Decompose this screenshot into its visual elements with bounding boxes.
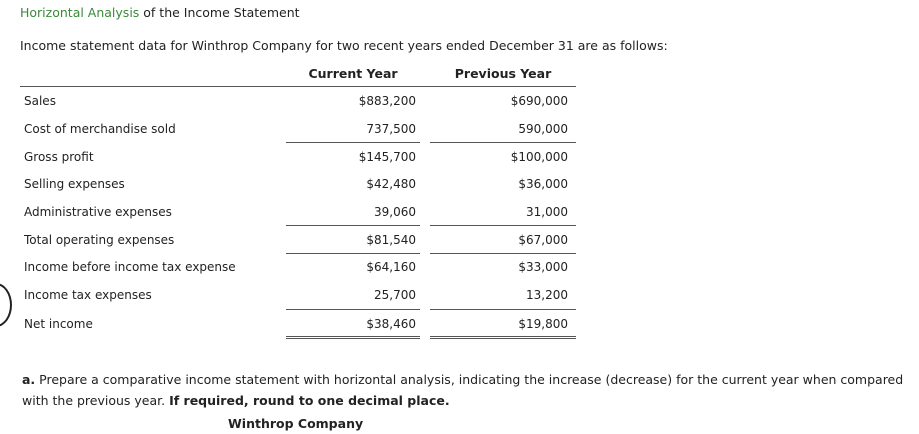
subtotal-rule [430,309,576,310]
current-value: $42,480 [366,177,416,191]
row-label: Sales [24,94,56,108]
table-row [20,199,576,227]
row-label: Gross profit [24,150,94,164]
total-double-rule [430,336,576,339]
table-row [20,88,576,116]
company-name: Winthrop Company [228,416,364,431]
table-row [20,116,576,144]
header-rule [20,86,576,87]
row-label: Administrative expenses [24,205,172,219]
row-label: Net income [24,317,93,331]
column-header-previous: Previous Year [454,66,552,81]
current-value: $883,200 [358,94,416,108]
row-label: Cost of merchandise sold [24,122,176,136]
previous-value: 31,000 [526,205,568,219]
subtotal-rule [430,225,576,226]
current-value: $64,160 [366,260,416,274]
intro-text: Income statement data for Winthrop Company for two recent years ended December 31 are as follows: [20,38,668,53]
total-double-rule [286,336,420,339]
table-row [20,171,576,199]
table-row [20,144,576,172]
row-label: Income tax expenses [24,288,152,302]
column-header-current: Current Year [308,66,398,81]
current-value: 737,500 [366,122,416,136]
current-value: $38,460 [366,317,416,331]
subtotal-rule [286,309,420,310]
current-value: $81,540 [366,233,416,247]
bookmark-circle-icon[interactable] [0,283,12,327]
previous-value: $19,800 [518,317,568,331]
subtotal-rule [286,225,420,226]
previous-value: 590,000 [518,122,568,136]
row-label: Selling expenses [24,177,125,191]
section-heading [20,5,300,20]
previous-value: $33,000 [518,260,568,274]
current-value: 25,700 [374,288,416,302]
table-row [20,282,576,310]
heading-rest: of the Income Statement [139,5,300,20]
row-label: Total operating expenses [24,233,175,247]
table-row [20,227,576,255]
current-value: 39,060 [374,205,416,219]
previous-value: $690,000 [510,94,568,108]
previous-value: $36,000 [518,177,568,191]
current-value: $145,700 [358,150,416,164]
subtotal-rule [430,142,576,143]
question-text: Prepare a comparative income statement with horizontal analysis, indicating the increase (decrease) for the current year when compared with the previous year. [22,372,904,408]
subtotal-rule [286,142,420,143]
table-row [20,254,576,282]
previous-value: $100,000 [510,150,568,164]
question-a [22,369,912,411]
question-letter: a. [22,372,36,387]
rounding-instruction: If required, round to one decimal place. [169,393,450,408]
previous-value: $67,000 [518,233,568,247]
table-row [20,311,576,339]
previous-value: 13,200 [526,288,568,302]
topic-link[interactable]: Horizontal Analysis [20,5,140,20]
row-label: Income before income tax expense [24,260,236,274]
